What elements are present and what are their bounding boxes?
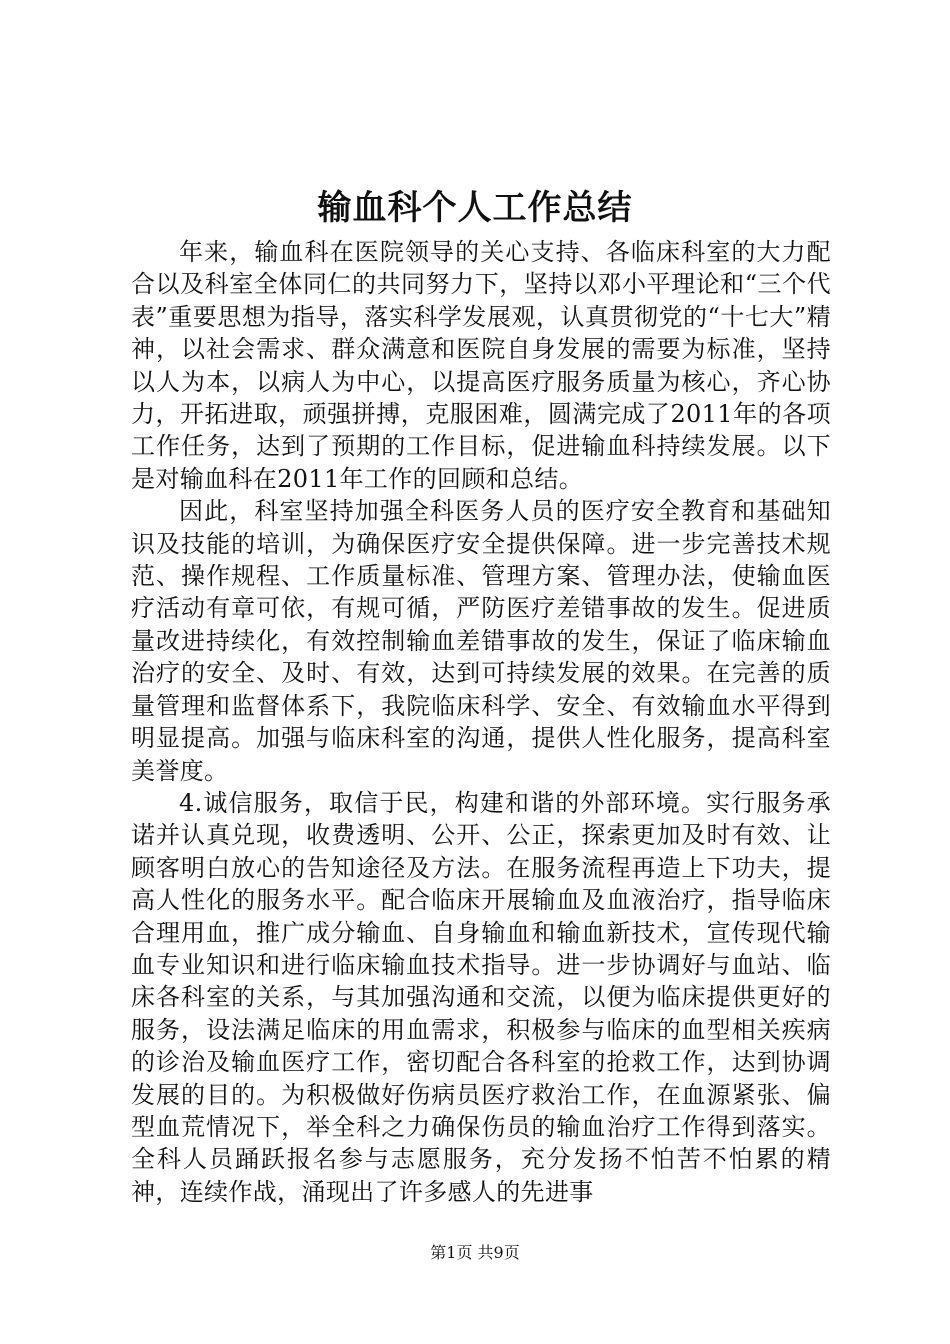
document-body: [131, 236, 831, 1208]
paragraph-service: 4.诚信服务，取信于民，构建和谐的外部环境。实行服务承诺并认真兑现，收费透明、公开、公正，探索更加及时有效、让顾客明白放心的告知途径及方法。在服务流程再造上下功夫，提高人性化的服务水平。配合临床开展输血及血液治疗，指导临床合理用血，推广成分输血、自身输血和输血新技术，宣传现代输血专业知识和进行临床输血技术指导。进一步协调好与血站、临床各科室的关系，与其加强沟通和交流，以便为临床提供更好的服务，设法满足临床的用血需求，积极参与临床的血型相关疾病的诊治及输血医疗工作，密切配合各科室的抢救工作，达到协调发展的目的。为积极做好伤病员医疗救治工作，在血源紧张、偏型血荒情况下，举全科之力确保伤员的输血治疗工作得到落实。全科人员踊跃报名参与志愿服务，充分发扬不怕苦不怕累的精神，连续作战，涌现出了许多感人的先进事: [131, 788, 831, 1206]
paragraph-intro: 年来，输血科在医院领导的关心支持、各临床科室的大力配合以及科室全体同仁的共同努力下，坚持以邓小平理论和“三个代表”重要思想为指导，落实科学发展观，认真贯彻党的“十七大”精神，以社会需求、群众满意和医院自身发展的需要为标准，坚持以人为本，以病人为中心，以提高医疗服务质量为核心，齐心协力，开拓进取，顽强拼搏，克服困难，圆满完成了2011年的各项工作任务，达到了预期的工作目标，促进输血科持续发展。以下是对输血科在2011年工作的回顾和总结。: [131, 238, 831, 493]
page-footer: 第1页 共9页: [430, 1243, 520, 1262]
paragraph-safety: 因此，科室坚持加强全科医务人员的医疗安全教育和基础知识及技能的培训，为确保医疗安全提供保障。进一步完善技术规范、操作规程、工作质量标准、管理方案、管理办法，使输血医疗活动有章可依，有规可循，严防医疗差错事故的发生。促进质量改进持续化，有效控制输血差错事故的发生，保证了临床输血治疗的安全、及时、有效，达到可持续发展的效果。在完善的质量管理和监督体系下，我院临床科学、安全、有效输血水平得到明显提高。加强与临床科室的沟通，提供人性化服务，提高科室美誉度。: [131, 497, 831, 785]
document-title: 输血科个人工作总结: [317, 188, 633, 228]
